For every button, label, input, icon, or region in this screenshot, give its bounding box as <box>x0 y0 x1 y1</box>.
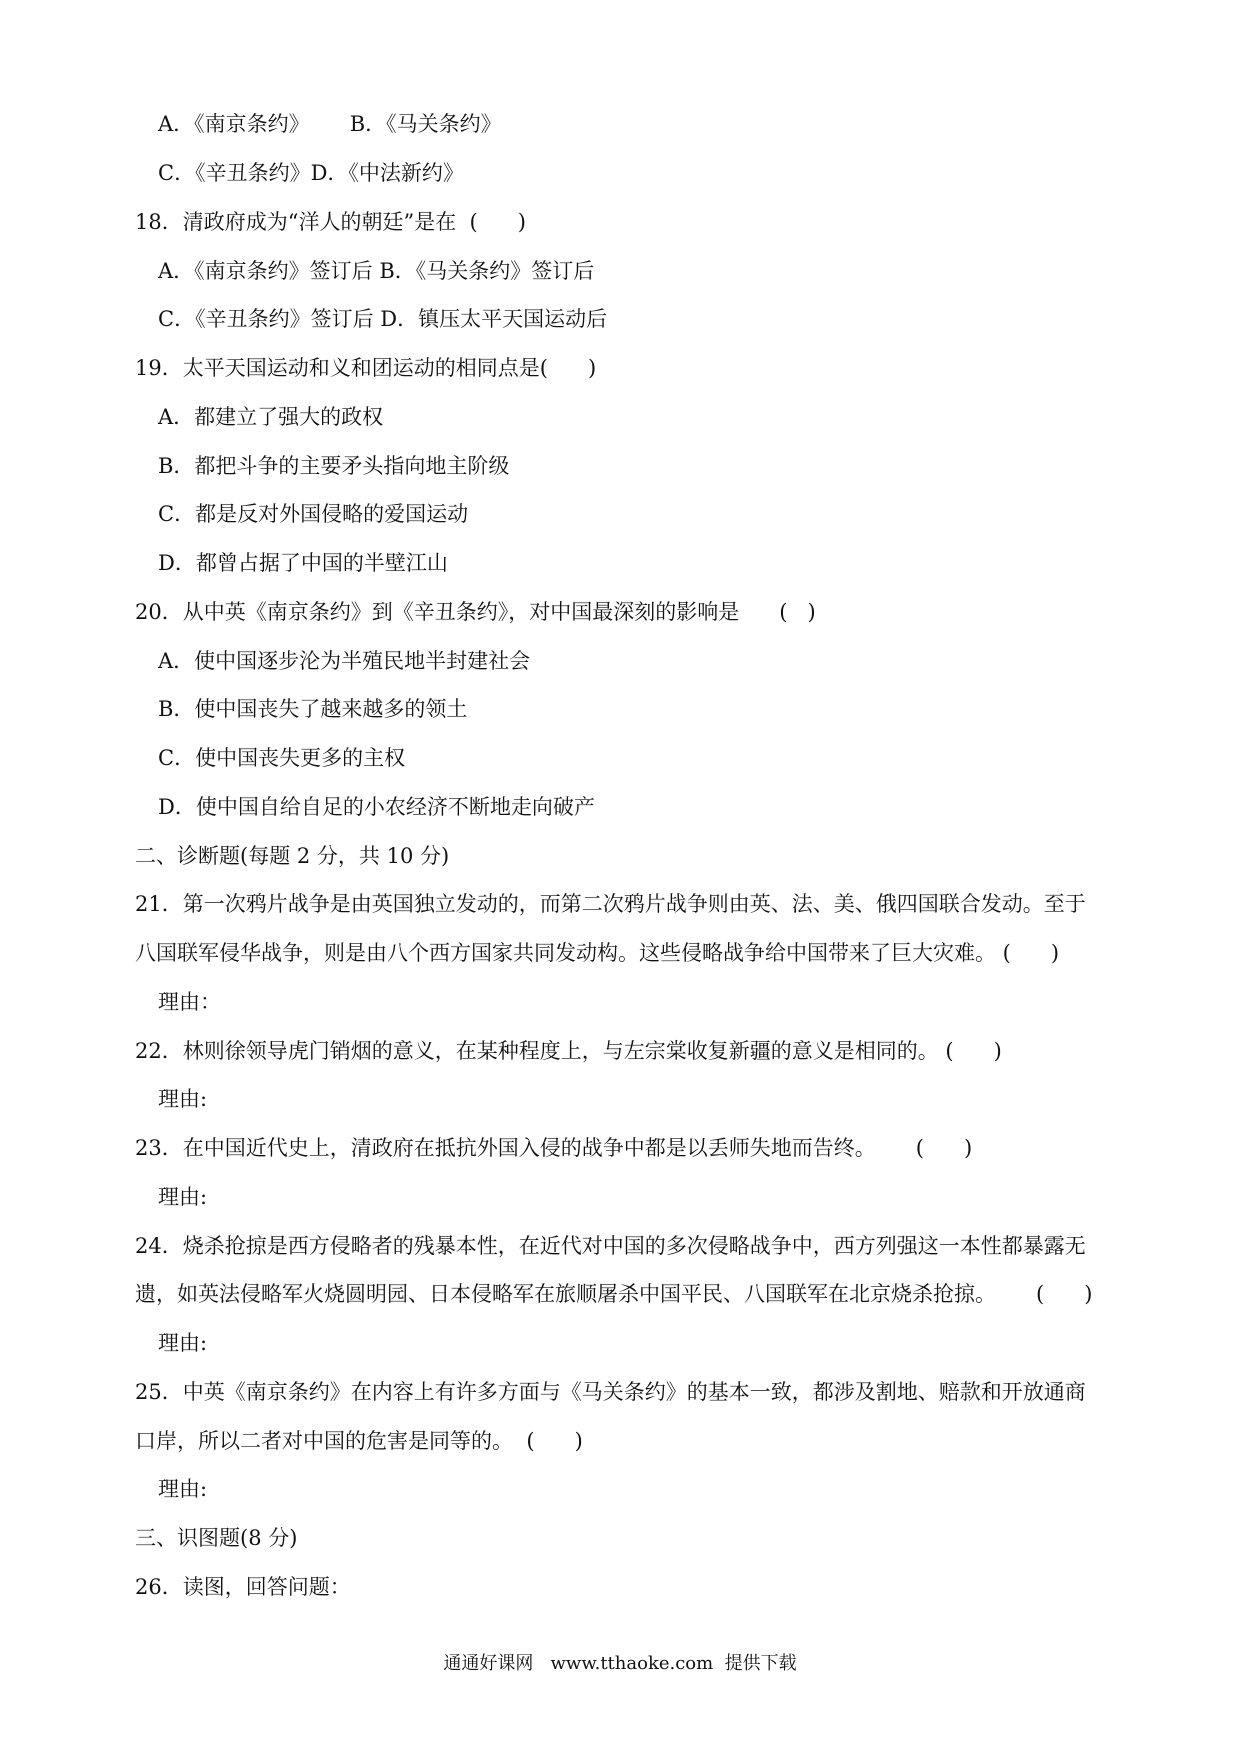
q17-options-cd: C．《辛丑条约》D．《中法新约》 <box>158 161 464 185</box>
question-24-line2: 遗，如英法侵略军火烧圆明园、日本侵略军在旅顺屠杀中国平民、八国联军在北京烧杀抢掠。 ( ) <box>135 1282 1093 1306</box>
question-26: 26．读图，回答问题： <box>135 1575 351 1599</box>
q23-reason-label: 理由: <box>158 1185 208 1209</box>
section-heading-3: 三、识图题(8 分) <box>135 1526 298 1550</box>
q19-option-a: A．都建立了强大的政权 <box>158 405 384 429</box>
q20-option-a: A．使中国逐步沦为半殖民地半封建社会 <box>158 649 531 673</box>
question-18: 18．清政府成为“洋人的朝廷”是在 ( ) <box>135 210 526 234</box>
question-25-line1: 25．中英《南京条约》在内容上有许多方面与《马关条约》的基本一致，都涉及割地、赔款和开放通商 <box>135 1380 1086 1404</box>
q17-options-ab: A．《南京条约》 B．《马关条约》 <box>158 112 502 136</box>
section-heading-2: 二、诊断题(每题 2 分，共 10 分) <box>135 844 450 868</box>
q20-option-c: C．使中国丧失更多的主权 <box>158 746 406 770</box>
question-19: 19．太平天国运动和义和团运动的相同点是( ) <box>135 356 597 380</box>
q19-option-c: C．都是反对外国侵略的爱国运动 <box>158 502 469 526</box>
question-25-line2: 口岸，所以二者对中国的危害是同等的。 ( ) <box>135 1429 583 1453</box>
q20-option-b: B．使中国丧失了越来越多的领土 <box>158 697 468 721</box>
q18-options-cd: C．《辛丑条约》签订后 D．镇压太平天国运动后 <box>158 307 608 331</box>
question-20: 20．从中英《南京条约》到《辛丑条约》，对中国最深刻的影响是 ( ) <box>135 600 816 624</box>
question-21-line2: 八国联军侵华战争，则是由八个西方国家共同发动构。这些侵略战争给中国带来了巨大灾难。 ( ) <box>135 941 1060 965</box>
q19-option-b: B．都把斗争的主要矛头指向地主阶级 <box>158 454 510 478</box>
question-21-line1: 21．第一次鸦片战争是由英国独立发动的，而第二次鸦片战争则由英、法、美、俄四国联合发动。至于 <box>135 892 1086 916</box>
question-23: 23．在中国近代史上，清政府在抵抗外国入侵的战争中都是以丢师失地而告终。 ( ) <box>135 1136 973 1160</box>
q25-reason-label: 理由: <box>158 1477 208 1501</box>
question-22: 22．林则徐领导虎门销烟的意义，在某种程度上，与左宗棠收复新疆的意义是相同的。 ( ) <box>135 1039 1002 1063</box>
q21-reason-label: 理由： <box>158 990 221 1014</box>
q18-options-ab: A．《南京条约》签订后 B．《马关条约》签订后 <box>158 259 595 283</box>
q22-reason-label: 理由: <box>158 1087 208 1111</box>
question-24-line1: 24．烧杀抢掠是西方侵略者的残暴本性，在近代对中国的多次侵略战争中，西方列强这一本性都暴露无 <box>135 1234 1086 1258</box>
page-footer: 通通好课网 www.tthaoke.com 提供下载 <box>443 1653 797 1674</box>
q20-option-d: D．使中国自给自足的小农经济不断地走向破产 <box>158 795 595 819</box>
q24-reason-label: 理由: <box>158 1331 208 1355</box>
q19-option-d: D．都曾占据了中国的半壁江山 <box>158 551 448 575</box>
